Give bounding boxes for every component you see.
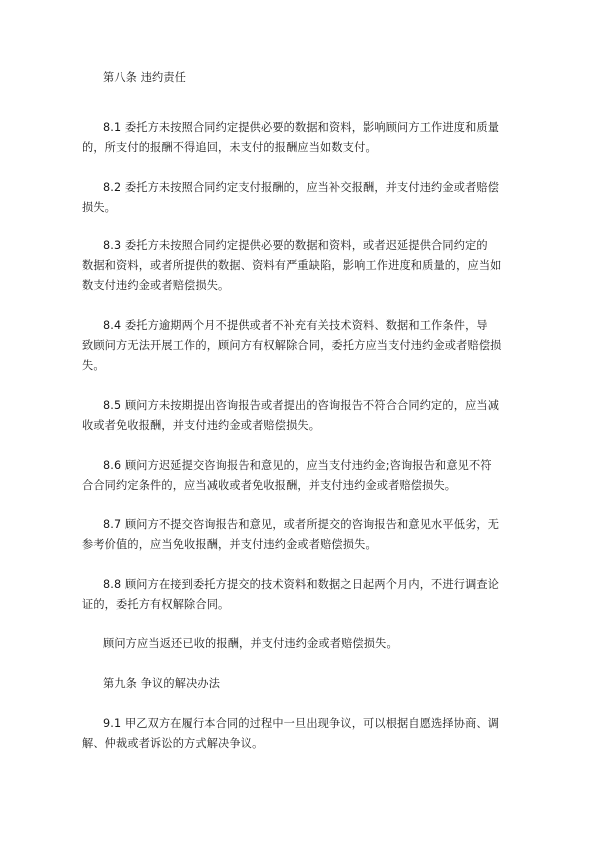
- clause-line: 数支付违约金或者赔偿损失。: [82, 279, 230, 292]
- article-9-heading: [82, 674, 530, 694]
- clause-8-2: [82, 178, 530, 218]
- clause-line: 失。: [82, 359, 105, 372]
- clause-line: 致顾问方无法开展工作的，顾问方有权解除合同，委托方应当支付违约金或者赔偿损: [82, 339, 502, 352]
- clause-line: 8.4 委托方逾期两个月不提供或者不补充有关技术资料、数据和工作条件，导: [103, 319, 488, 332]
- clause-8-5: [82, 396, 530, 436]
- clause-8-8: [82, 575, 530, 615]
- clause-line: 8.7 顾问方不提交咨询报告和意见，或者所提交的咨询报告和意见水平低劣，无: [103, 518, 500, 531]
- clause-line: 顾问方应当返还已收的报酬，并支付违约金或者赔偿损失。: [103, 637, 398, 650]
- clause-line: 参考价值的，应当免收报酬，并支付违约金或者赔偿损失。: [82, 538, 377, 551]
- clause-8-3: [82, 236, 530, 296]
- clause-line: 合合同约定条件的，应当减收或者免收报酬，并支付违约金或者赔偿损失。: [82, 479, 457, 492]
- clause-8-6: [82, 456, 530, 496]
- clause-line: 9.1 甲乙双方在履行本合同的过程中一旦出现争议，可以根据自愿选择协商、调: [103, 717, 500, 730]
- clause-line: 收或者免收报酬，并支付违约金或者赔偿损失。: [82, 419, 321, 432]
- heading-text: 第九条 争议的解决办法: [103, 677, 221, 690]
- clause-line: 8.2 委托方未按照合同约定支付报酬的，应当补交报酬，并支付违约金或者赔偿: [103, 181, 500, 194]
- clause-line: 证的，委托方有权解除合同。: [82, 598, 230, 611]
- clause-8-8-continuation: [82, 634, 530, 654]
- clause-line: 损失。: [82, 201, 117, 214]
- clause-9-1: [82, 714, 530, 754]
- clause-line: 的，所支付的报酬不得追回，未支付的报酬应当如数支付。: [82, 141, 377, 154]
- heading-text: 第八条 违约责任: [103, 71, 187, 84]
- clause-line: 解、仲裁或者诉讼的方式解决争议。: [82, 737, 264, 750]
- clause-line: 8.5 顾问方未按期提出咨询报告或者提出的咨询报告不符合合同约定的，应当减: [103, 399, 500, 412]
- clause-line: 8.3 委托方未按照合同约定提供必要的数据和资料，或者迟延提供合同约定的: [103, 239, 488, 252]
- clause-8-7: [82, 515, 530, 555]
- clause-8-4: [82, 316, 530, 376]
- clause-line: 8.6 顾问方迟延提交咨询报告和意见的，应当支付违约金;咨询报告和意见不符: [103, 459, 492, 472]
- clause-line: 8.8 顾问方在接到委托方提交的技术资料和数据之日起两个月内，不进行调查论: [103, 578, 500, 591]
- article-8-heading: [82, 68, 530, 88]
- clause-line: 数据和资料，或者所提供的数据、资料有严重缺陷，影响工作进度和质量的，应当如: [82, 259, 502, 272]
- clause-line: 8.1 委托方未按照合同约定提供必要的数据和资料，影响顾问方工作进度和质量: [103, 121, 500, 134]
- clause-8-1: [82, 118, 530, 158]
